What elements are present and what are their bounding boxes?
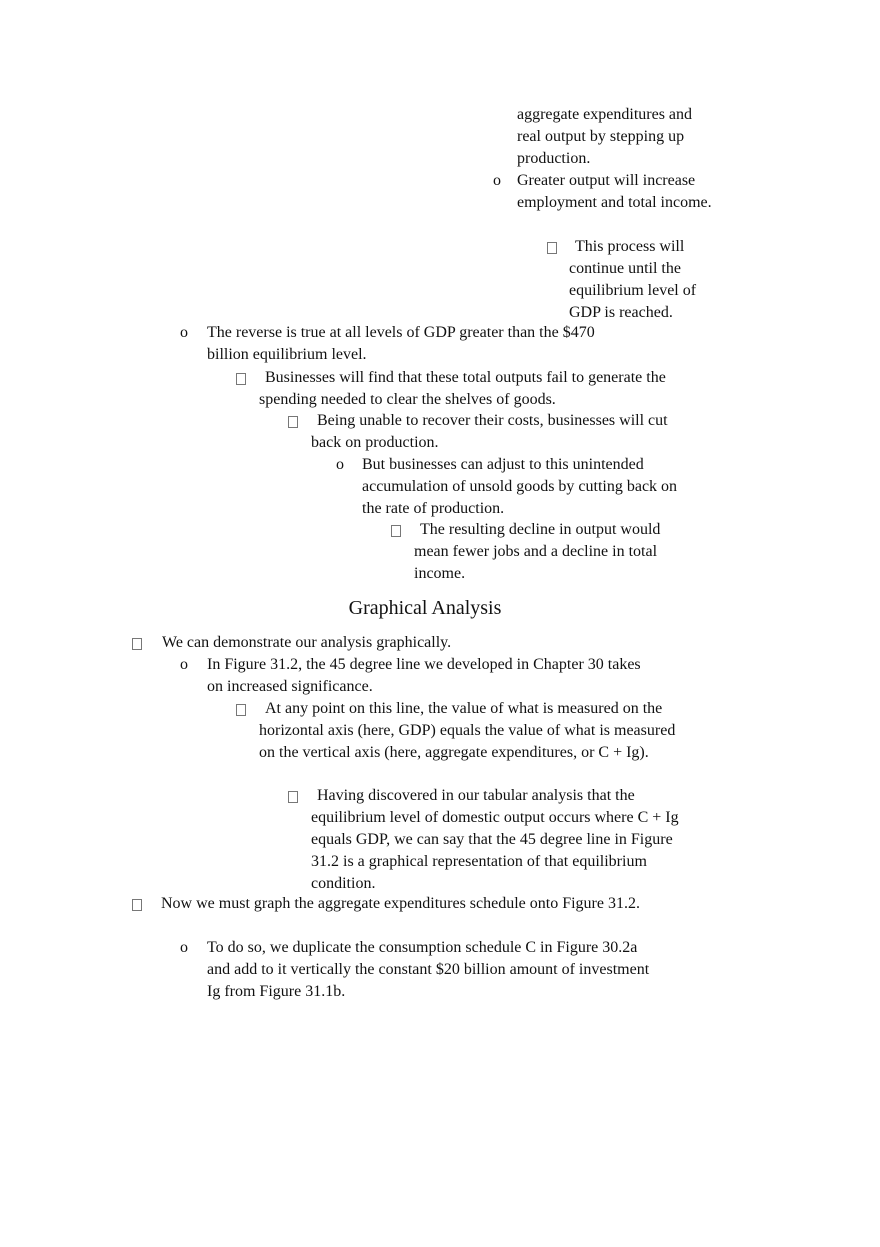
bullet-item xyxy=(259,367,679,411)
bullet-text: This process will continue until the equilibrium level of GDP is reached. xyxy=(569,238,697,321)
bullet-marker-o: o xyxy=(180,656,188,673)
bullet-item xyxy=(569,236,717,324)
square-bullet-icon xyxy=(236,704,246,716)
bullet-text: Now we must graph the aggregate expenditures schedule onto Figure 31.2. xyxy=(161,895,640,912)
bullet-text: Greater output will increase employment and total income. xyxy=(517,172,712,211)
bullet-text: Being unable to recover their costs, businesses will cut back on production. xyxy=(311,412,668,451)
bullet-item xyxy=(259,698,679,764)
bullet-marker-o: o xyxy=(336,456,344,473)
bullet-text: But businesses can adjust to this unintended accumulation of unsold goods by cutting back on the rate of production. xyxy=(362,456,678,517)
bullet-item xyxy=(311,785,683,895)
square-bullet-icon xyxy=(132,638,142,650)
bullet-item xyxy=(162,632,662,654)
bullet-text: To do so, we duplicate the consumption schedule C in Figure 30.2a and add to it vertically the constant $20 billion amount of investment Ig from Figure 31.1b. xyxy=(207,939,650,1000)
bullet-text: We can demonstrate our analysis graphically. xyxy=(162,634,452,651)
bullet-item xyxy=(493,170,717,214)
bullet-item xyxy=(155,893,655,915)
bullet-item xyxy=(180,322,637,366)
square-bullet-icon xyxy=(391,525,401,537)
bullet-item xyxy=(336,454,692,520)
bullet-marker-o: o xyxy=(493,172,501,189)
square-bullet-icon xyxy=(236,373,246,385)
bullet-text: The reverse is true at all levels of GDP greater than the $470 billion equilibrium level. xyxy=(207,324,595,363)
bullet-text: Having discovered in our tabular analysis that the equilibrium level of domestic output occurs where C + Ig equals GDP, we can say that the 45 degree line in Figure 31.2 is a graphical representation of that equilibrium condition. xyxy=(311,787,679,892)
square-bullet-icon xyxy=(132,899,142,911)
section-heading: Graphical Analysis xyxy=(348,597,502,619)
square-bullet-icon xyxy=(288,791,298,803)
continuation-paragraph xyxy=(517,104,717,170)
bullet-item xyxy=(180,654,647,698)
bullet-item xyxy=(414,519,690,585)
bullet-text: Businesses will find that these total outputs fail to generate the spending needed to clear the shelves of goods. xyxy=(259,369,666,408)
bullet-marker-o: o xyxy=(180,939,188,956)
square-bullet-icon xyxy=(288,416,298,428)
square-bullet-icon xyxy=(547,242,557,254)
bullet-text: In Figure 31.2, the 45 degree line we developed in Chapter 30 takes on increased significance. xyxy=(207,656,641,695)
bullet-item xyxy=(311,410,681,454)
bullet-text: At any point on this line, the value of what is measured on the horizontal axis (here, GDP) equals the value of what is measured on the vertical axis (here, aggregate expenditures, or C + Ig). xyxy=(259,700,676,761)
bullet-marker-o: o xyxy=(180,324,188,341)
bullet-text: The resulting decline in output would mean fewer jobs and a decline in total income. xyxy=(414,521,661,582)
paragraph-text: aggregate expenditures and real output by stepping up production. xyxy=(517,106,693,167)
bullet-item xyxy=(180,937,657,1003)
